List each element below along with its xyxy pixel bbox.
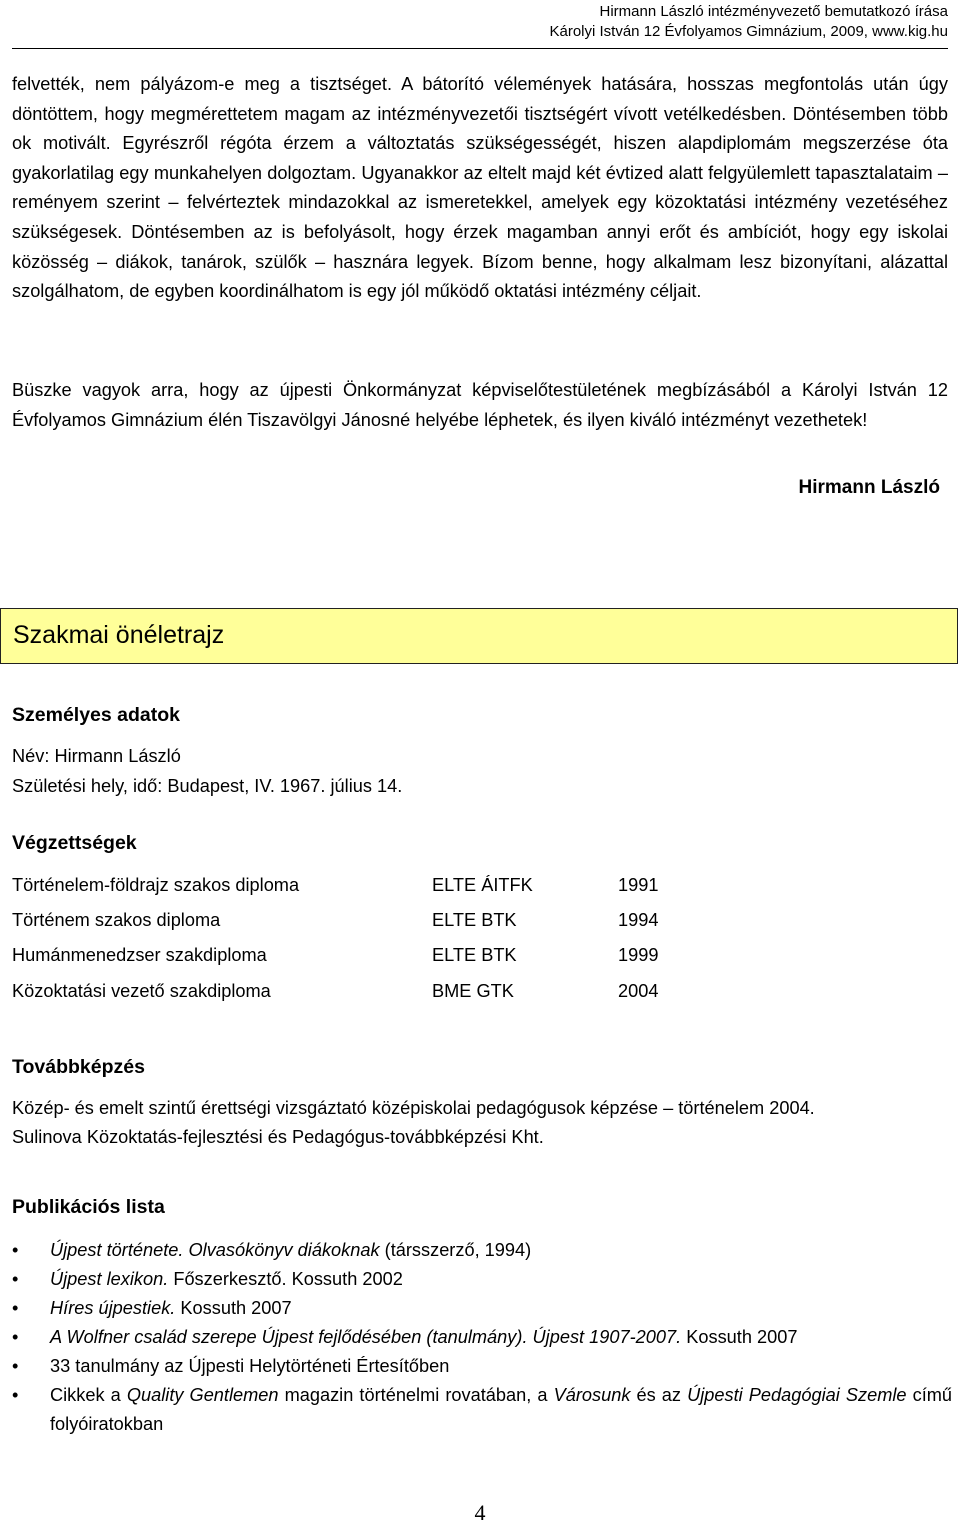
cv-title-banner: [0, 608, 958, 664]
institution: BME GTK: [432, 981, 514, 1001]
bullet-icon: •: [12, 1385, 19, 1405]
training-line-1: Közép- és emelt szintű érettségi vizsgáztató középiskolai pedagógusok képzése – történelem 2004.: [12, 1098, 815, 1118]
year: 2004: [618, 981, 659, 1001]
institution: ELTE ÁITFK: [432, 875, 533, 895]
publication-list: [12, 1236, 952, 1439]
year: 1999: [618, 945, 659, 965]
institution: ELTE BTK: [432, 910, 517, 930]
running-header: [549, 2, 948, 42]
personal-data-heading: Személyes adatok: [12, 704, 181, 726]
training-heading: Továbbképzés: [12, 1056, 145, 1078]
bullet-icon: •: [12, 1327, 19, 1347]
list-item: • Cikkek a Quality Gentlemen magazin történelmi rovatában, a Városunk és az Újpesti Pedagógiai Szemle című folyóiratokban: [12, 1381, 952, 1439]
closing-paragraph: Büszke vagyok arra, hogy az újpesti Önkormányzat képviselőtestületének megbízásából a Károlyi István 12 Évfolyamos Gimnázium élén Tiszavölgyi Jánosné helyébe léphetek, és ilyen kiváló intézményt vezethetek!: [12, 380, 948, 430]
list-item: • Híres újpestiek. Kossuth 2007: [12, 1294, 952, 1323]
bullet-icon: •: [12, 1269, 19, 1289]
page-number: 4: [474, 1500, 486, 1525]
signature: Hirmann László: [798, 477, 940, 498]
degree: Történelem-földrajz szakos diploma: [12, 875, 300, 895]
training-line-2: Sulinova Közoktatás-fejlesztési és Pedagógus-továbbképzési Kht.: [12, 1127, 544, 1147]
degree: Humánmenedzser szakdiploma: [12, 945, 267, 965]
bullet-icon: •: [12, 1240, 19, 1260]
personal-birth: Születési hely, idő: Budapest, IV. 1967. július 14.: [12, 776, 403, 796]
cv-title: Szakmai önéletrajz: [13, 621, 225, 649]
bullet-icon: •: [12, 1298, 19, 1318]
list-item: • Újpest lexikon. Főszerkesztő. Kossuth 2002: [12, 1265, 952, 1294]
list-item: • Újpest története. Olvasókönyv diákoknak (társszerző, 1994): [12, 1236, 952, 1265]
header-divider: [12, 48, 948, 49]
header-title: Hirmann László intézményvezető bemutatkozó írása: [599, 3, 948, 20]
intro-paragraph: felvették, nem pályázom-e meg a tisztséget. A bátorító vélemények hatására, hosszas megfontolás után úgy döntöttem, hogy megmérettetem magam az intézményvezetői tisztségért vívott vetélkedésben. Döntésemben több ok motivált. Egyrészről régóta érzem a változtatás szükségességét, hiszen alapdiplomám megszerzése óta gyakorlatilag egy munkahelyen dolgoztam. Ugyanakkor az eltelt majd két évtized alatt felgyülemlett tapasztalataim – reményem szerint – felvérteztek mindazokkal az ismeretekkel, amelyek egy közoktatási intézmény vezetéséhez szükségesek. Döntésemben az is befolyásolt, hogy érzek magamban annyi erőt és ambíciót, hogy egy iskolai közösség – diákok, tanárok, szülők – hasznára legyek. Bízom benne, hogy alkalmam lesz bizonyítani, alázattal szolgálhatom, de egyben koordinálhatom is egy jól működő oktatási intézmény céljait.: [12, 74, 948, 302]
list-item: • 33 tanulmány az Újpesti Helytörténeti Értesítőben: [12, 1352, 952, 1381]
degree: Történem szakos diploma: [12, 910, 221, 930]
publications-heading: Publikációs lista: [12, 1196, 165, 1218]
institution: ELTE BTK: [432, 945, 517, 965]
list-item: • A Wolfner család szerepe Újpest fejlődésében (tanulmány). Újpest 1907-2007. Kossuth 2007: [12, 1323, 952, 1352]
year: 1991: [618, 875, 659, 895]
header-subtitle: Károlyi István 12 Évfolyamos Gimnázium, 2009, www.kig.hu: [549, 23, 948, 40]
degree: Közoktatási vezető szakdiploma: [12, 981, 271, 1001]
year: 1994: [618, 910, 659, 930]
personal-name: Név: Hirmann László: [12, 746, 181, 766]
bullet-icon: •: [12, 1356, 19, 1376]
education-heading: Végzettségek: [12, 832, 137, 854]
